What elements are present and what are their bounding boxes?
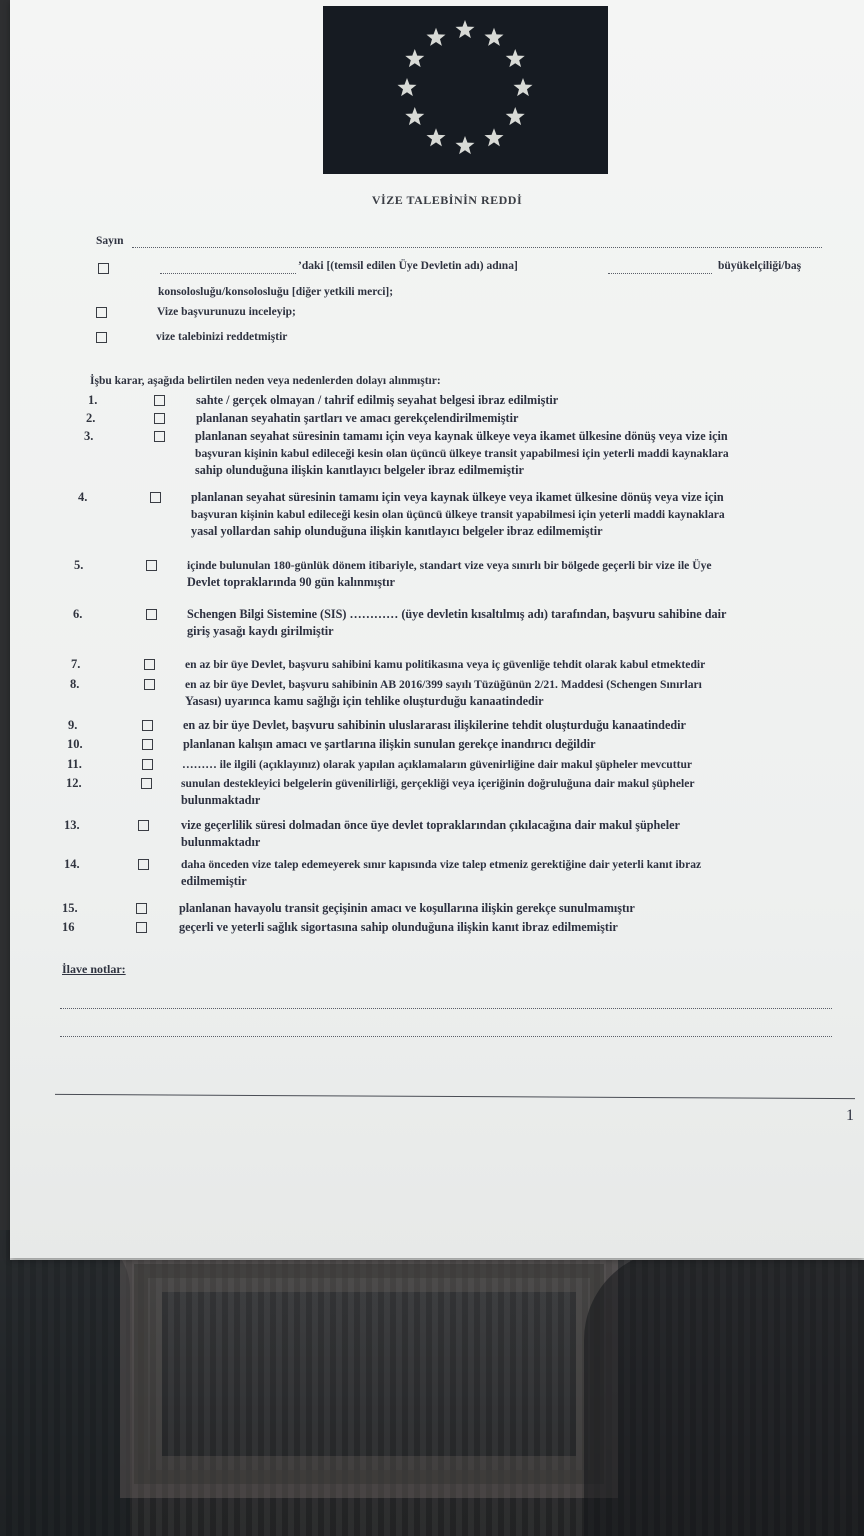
reason-text-line: geçerli ve yeterli sağlık sigortasına sahip olunduğuna ilişkin kanıt ibraz edilmemiştir <box>179 920 618 934</box>
footer-rule <box>55 1094 855 1099</box>
reason-number: 9. <box>68 718 78 732</box>
reason-text-line: Devlet topraklarında 90 gün kalınmıştır <box>187 575 395 589</box>
reason-text-line: daha önceden vize talep edemeyerek sınır kapısında vize talep etmeniz gerektiğine dair yeterli kanıt ibraz <box>181 858 702 871</box>
reason-number: 8. <box>70 677 80 691</box>
star-icon <box>484 128 503 146</box>
checkbox-empty-icon[interactable] <box>142 739 153 750</box>
header-line4: vize talebinizi reddetmiştir <box>156 331 288 343</box>
member-state-field[interactable] <box>608 273 712 274</box>
header-line3: Vize başvurunuzu inceleyip; <box>157 306 296 318</box>
reason-text-line: en az bir üye Devlet, başvuru sahibinin uluslararası ilişkilerine tehdit oluşturduğu kanaatindedir <box>183 718 686 732</box>
notes-label: İlave notlar: <box>62 962 126 976</box>
eu-flag <box>323 6 608 174</box>
reason-number: 6. <box>73 607 83 621</box>
reason-text-line: ……… ile ilgili (açıklayınız) olarak yapılan açıklamaların güvenirliğine dair makul şüpheler mevcuttur <box>182 758 693 771</box>
star-icon <box>484 28 503 46</box>
reason-text-line: Schengen Bilgi Sistemine (SIS) ………… (üye devletin kısaltılmış adı) tarafından, başvuru sahibine dair <box>187 607 727 621</box>
document-page <box>10 0 864 1258</box>
header-line1-mid: ’daki [(temsil edilen Üye Devletin adı) adına] <box>298 260 518 272</box>
star-icon <box>426 128 445 146</box>
checkbox-empty-icon[interactable] <box>96 332 107 343</box>
checkbox-empty-icon[interactable] <box>136 903 147 914</box>
reason-text-line: bulunmaktadır <box>181 835 261 849</box>
shadow-left <box>0 1230 130 1536</box>
shadow-right <box>584 1250 864 1536</box>
reason-number: 16 <box>62 920 75 934</box>
reason-text-line: sahte / gerçek olmayan / tahrif edilmiş seyahat belgesi ibraz edilmiştir <box>196 393 559 407</box>
checkbox-empty-icon[interactable] <box>154 395 165 406</box>
reason-text-line: içinde bulunulan 180-günlük dönem itibariyle, standart vize veya sınırlı bir bölgede geçerli bir vize ile Üye <box>187 559 712 572</box>
reason-number: 15. <box>62 901 78 915</box>
reason-text-line: bulunmaktadır <box>181 793 261 807</box>
reason-text-line: sunulan destekleyici belgelerin güvenilirliği, gerçekliği veya içeriğinin doğruluğuna dair makul şüpheler <box>181 777 695 790</box>
reason-number: 10. <box>67 737 83 751</box>
checkbox-empty-icon[interactable] <box>154 413 165 424</box>
reason-number: 7. <box>71 657 81 671</box>
star-icon <box>397 78 416 96</box>
reason-text-line: başvuran kişinin kabul edileceği kesin olan üçüncü ülkeye transit yapabilmesi için yeterli maddi kaynaklara <box>191 508 725 521</box>
eu-flag-stars <box>323 6 608 174</box>
location-field[interactable] <box>160 273 296 274</box>
checkbox-empty-icon[interactable] <box>142 759 153 770</box>
reason-number: 5. <box>74 558 84 572</box>
checkbox-empty-icon[interactable] <box>136 922 147 933</box>
checkbox-empty-icon[interactable] <box>146 609 157 620</box>
reason-number: 13. <box>64 818 80 832</box>
header-line2: konsolosluğu/konsolosluğu [diğer yetkili merci]; <box>158 286 394 298</box>
reason-text-line: vize geçerlilik süresi dolmadan önce üye devlet topraklarından çıkılacağına dair makul şüpheler <box>181 818 680 832</box>
notes-line-1[interactable] <box>60 1008 832 1009</box>
reason-text-line: planlanan seyahatin şartları ve amacı gerekçelendirilmemiştir <box>196 411 519 425</box>
reason-text-line: en az bir üye Devlet, başvuru sahibini kamu politikasına veya iç güvenliğe tehdit olarak kabul etmektedir <box>185 658 706 671</box>
star-icon <box>513 78 532 96</box>
star-icon <box>405 107 424 125</box>
intro-text: İşbu karar, aşağıda belirtilen neden veya nedenlerden dolayı alınmıştır: <box>90 375 441 387</box>
star-icon <box>506 107 525 125</box>
recipient-name-field[interactable] <box>132 247 822 248</box>
reason-text-line: sahip olunduğuna ilişkin kanıtlayıcı belgeler ibraz edilmemiştir <box>195 463 524 477</box>
document-title: VİZE TALEBİNİN REDDİ <box>371 193 523 207</box>
checkbox-empty-icon[interactable] <box>146 560 157 571</box>
reason-number: 4. <box>78 490 88 504</box>
carpet-background <box>0 1230 864 1536</box>
reason-number: 14. <box>64 857 80 871</box>
carpet-pattern <box>120 1250 618 1498</box>
header-line1-end: büyükelçiliği/baş <box>718 260 802 272</box>
reason-text-line: başvuran kişinin kabul edileceği kesin olan üçüncü ülkeye transit yapabilmesi için yeterli maddi kaynaklara <box>195 447 729 460</box>
star-icon <box>455 136 474 154</box>
reason-text-line: yasal yollardan sahip olunduğuna ilişkin kanıtlayıcı belgeler ibraz edilmemiştir <box>191 524 603 538</box>
page-number: 1 <box>846 1107 854 1124</box>
reason-number: 2. <box>86 411 96 425</box>
star-icon <box>455 20 474 38</box>
reason-text-line: planlanan seyahat süresinin tamamı için veya kaynak ülkeye veya ikamet ülkesine dönüş veya vize için <box>195 429 728 443</box>
reason-number: 3. <box>84 429 94 443</box>
reason-number: 12. <box>66 776 82 790</box>
checkbox-empty-icon[interactable] <box>98 263 109 274</box>
reason-text-line: en az bir üye Devlet, başvuru sahibinin AB 2016/399 sayılı Tüzüğünün 2/21. Maddesi (Schengen Sınırları <box>185 678 702 691</box>
reason-number: 11. <box>67 757 82 771</box>
checkbox-empty-icon[interactable] <box>144 679 155 690</box>
checkbox-empty-icon[interactable] <box>138 859 149 870</box>
checkbox-empty-icon[interactable] <box>96 307 107 318</box>
checkbox-empty-icon[interactable] <box>141 778 152 789</box>
star-icon <box>405 49 424 67</box>
reason-number: 1. <box>88 393 98 407</box>
star-icon <box>426 28 445 46</box>
salutation-label: Sayın <box>96 235 124 247</box>
checkbox-empty-icon[interactable] <box>150 492 161 503</box>
reason-text-line: Yasası) uyarınca kamu sağlığı için tehlike oluşturduğu kanaatindedir <box>185 694 544 708</box>
reason-text-line: planlanan havayolu transit geçişinin amacı ve koşullarına ilişkin gerekçe sunulmamıştır <box>179 901 635 915</box>
reason-text-line: edilmemiştir <box>181 874 247 888</box>
checkbox-empty-icon[interactable] <box>142 720 153 731</box>
notes-line-2[interactable] <box>60 1036 832 1037</box>
checkbox-empty-icon[interactable] <box>144 659 155 670</box>
reason-text-line: giriş yasağı kaydı girilmiştir <box>187 624 334 638</box>
checkbox-empty-icon[interactable] <box>138 820 149 831</box>
checkbox-empty-icon[interactable] <box>154 431 165 442</box>
star-icon <box>506 49 525 67</box>
reason-text-line: planlanan kalışın amacı ve şartlarına ilişkin sunulan gerekçe inandırıcı değildir <box>183 737 596 751</box>
reason-text-line: planlanan seyahat süresinin tamamı için veya kaynak ülkeye veya ikamet ülkesine dönüş veya vize için <box>191 490 724 504</box>
